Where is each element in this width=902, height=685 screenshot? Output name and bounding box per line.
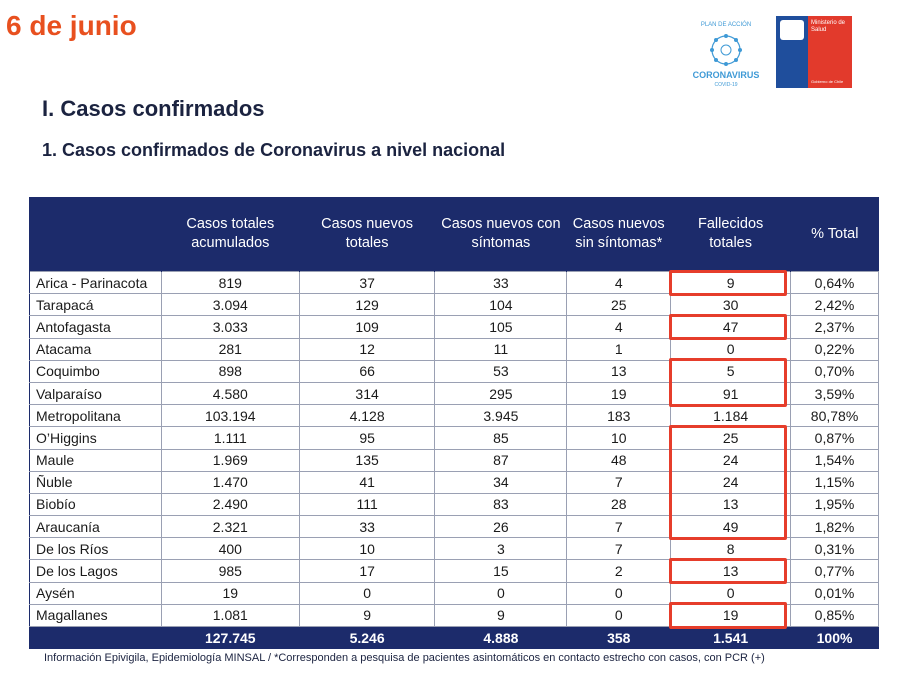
table-cell: 281: [161, 338, 299, 360]
table-cell: 34: [435, 471, 567, 493]
total-cell: 1.541: [671, 627, 791, 649]
table-cell: 0: [671, 582, 791, 604]
table-row: [30, 604, 879, 626]
table-cell: 80,78%: [791, 405, 879, 427]
table-cell: 0,64%: [791, 272, 879, 294]
total-cell: 4.888: [435, 627, 567, 649]
total-cell: 358: [567, 627, 671, 649]
table-cell: 295: [435, 382, 567, 404]
region-name: Metropolitana: [30, 405, 162, 427]
table-cell: 7: [567, 471, 671, 493]
region-name: Valparaíso: [30, 382, 162, 404]
column-header: Casos totales acumulados: [161, 197, 299, 272]
region-name: Maule: [30, 449, 162, 471]
subtitle: 1. Casos confirmados de Coronavirus a nivel nacional: [42, 140, 506, 160]
table-cell: 12: [299, 338, 435, 360]
table-cell: 3.094: [161, 294, 299, 316]
table-cell: 183: [567, 405, 671, 427]
table-cell: 3.033: [161, 316, 299, 338]
table-cell: 0,22%: [791, 338, 879, 360]
column-header: Casos nuevos sin síntomas*: [567, 197, 671, 272]
table-cell: 25: [671, 427, 791, 449]
table-row: [30, 405, 879, 427]
table-cell: 1.111: [161, 427, 299, 449]
table-cell: 19: [161, 582, 299, 604]
table-cell: 105: [435, 316, 567, 338]
table-cell: 4.128: [299, 405, 435, 427]
ministerio-salud-logo: [776, 16, 852, 88]
table-cell: 103.194: [161, 405, 299, 427]
table-cell: 10: [567, 427, 671, 449]
table-cell: 0: [435, 582, 567, 604]
table-total-row: [30, 627, 879, 649]
table-cell: 87: [435, 449, 567, 471]
table-cell: 25: [567, 294, 671, 316]
table-cell: 400: [161, 538, 299, 560]
column-header: Casos nuevos con síntomas: [435, 197, 567, 272]
column-header: Casos nuevos totales: [299, 197, 435, 272]
region-name: De los Lagos: [30, 560, 162, 582]
total-cell: 100%: [791, 627, 879, 649]
logo-plan-word: CORONAVIRUS: [692, 70, 760, 80]
table-cell: 28: [567, 493, 671, 515]
table-cell: 2.490: [161, 493, 299, 515]
column-header: % Total: [791, 197, 879, 272]
table-row: [30, 493, 879, 515]
table-cell: 48: [567, 449, 671, 471]
table-row: [30, 338, 879, 360]
table-cell: 10: [299, 538, 435, 560]
column-header: Fallecidos totales: [671, 197, 791, 272]
total-cell: 127.745: [161, 627, 299, 649]
table-cell: 83: [435, 493, 567, 515]
table-cell: 9: [671, 272, 791, 294]
table-row: [30, 560, 879, 582]
table-row: [30, 449, 879, 471]
table-cell: 49: [671, 516, 791, 538]
table-cell: 13: [671, 560, 791, 582]
table-cell: 33: [299, 516, 435, 538]
table-cell: 24: [671, 471, 791, 493]
table-cell: 37: [299, 272, 435, 294]
table-cell: 91: [671, 382, 791, 404]
table-cell: 1: [567, 338, 671, 360]
table-cell: 111: [299, 493, 435, 515]
table-cell: 13: [671, 493, 791, 515]
table-cell: 0,31%: [791, 538, 879, 560]
region-name: O’Higgins: [30, 427, 162, 449]
table-row: [30, 516, 879, 538]
table-cell: 4.580: [161, 382, 299, 404]
table-cell: 1,54%: [791, 449, 879, 471]
table-cell: 15: [435, 560, 567, 582]
table-row: [30, 294, 879, 316]
region-name: Atacama: [30, 338, 162, 360]
table-row: [30, 427, 879, 449]
table-cell: 3.945: [435, 405, 567, 427]
region-name: Antofagasta: [30, 316, 162, 338]
table-cell: 9: [299, 604, 435, 626]
table-cell: 314: [299, 382, 435, 404]
region-name: Tarapacá: [30, 294, 162, 316]
table-cell: 7: [567, 516, 671, 538]
table-cell: 129: [299, 294, 435, 316]
region-name: Ñuble: [30, 471, 162, 493]
total-cell: 5.246: [299, 627, 435, 649]
region-name: Coquimbo: [30, 360, 162, 382]
table-cell: 33: [435, 272, 567, 294]
table-cell: 2,42%: [791, 294, 879, 316]
table-cell: 30: [671, 294, 791, 316]
table-cell: 1,15%: [791, 471, 879, 493]
table-cell: 26: [435, 516, 567, 538]
table-header-row: [30, 197, 879, 272]
region-name: Araucanía: [30, 516, 162, 538]
table-cell: 95: [299, 427, 435, 449]
plan-coronavirus-logo: [688, 14, 764, 90]
column-header: [30, 197, 162, 272]
region-name: Biobío: [30, 493, 162, 515]
table-row: [30, 316, 879, 338]
table-cell: 135: [299, 449, 435, 471]
table-cell: 0,70%: [791, 360, 879, 382]
cases-table: [29, 197, 879, 649]
table-cell: 66: [299, 360, 435, 382]
region-name: Magallanes: [30, 604, 162, 626]
region-name: Aysén: [30, 582, 162, 604]
table-cell: 109: [299, 316, 435, 338]
table-cell: 5: [671, 360, 791, 382]
table-cell: 898: [161, 360, 299, 382]
table-cell: 2.321: [161, 516, 299, 538]
logo-minsal-sub: Gobierno de Chile: [811, 79, 844, 84]
table-cell: 0: [567, 582, 671, 604]
table-cell: 47: [671, 316, 791, 338]
table-cell: 17: [299, 560, 435, 582]
table-cell: 985: [161, 560, 299, 582]
table-cell: 0,77%: [791, 560, 879, 582]
table-cell: 9: [435, 604, 567, 626]
table-cell: 0: [567, 604, 671, 626]
table-cell: 1.470: [161, 471, 299, 493]
section-title: I. Casos confirmados: [42, 96, 265, 121]
chile-crest-icon: [780, 20, 804, 40]
table-cell: 53: [435, 360, 567, 382]
table-cell: 4: [567, 316, 671, 338]
logo-minsal-title: Ministerio de Salud: [811, 20, 846, 33]
table-cell: 3: [435, 538, 567, 560]
table-cell: 0,87%: [791, 427, 879, 449]
logo-plan-sub: COVID-19: [714, 82, 738, 88]
table-cell: 2: [567, 560, 671, 582]
table-cell: 19: [567, 382, 671, 404]
table-cell: 85: [435, 427, 567, 449]
region-name: De los Ríos: [30, 538, 162, 560]
table-cell: 0: [671, 338, 791, 360]
table-cell: 0,85%: [791, 604, 879, 626]
table-cell: 1,82%: [791, 516, 879, 538]
table-cell: 8: [671, 538, 791, 560]
table-cell: 1.081: [161, 604, 299, 626]
table-row: [30, 272, 879, 294]
table-row: [30, 538, 879, 560]
table-cell: 1.969: [161, 449, 299, 471]
table-cell: 819: [161, 272, 299, 294]
table-cell: 1.184: [671, 405, 791, 427]
table-cell: 0: [299, 582, 435, 604]
table-cell: 2,37%: [791, 316, 879, 338]
table-row: [30, 471, 879, 493]
table-row: [30, 382, 879, 404]
date-title: 6 de junio: [6, 10, 137, 41]
table-row: [30, 360, 879, 382]
region-name: Arica - Parinacota: [30, 272, 162, 294]
table-cell: 3,59%: [791, 382, 879, 404]
table-cell: 19: [671, 604, 791, 626]
table-cell: 24: [671, 449, 791, 471]
table-cell: 13: [567, 360, 671, 382]
table-cell: 1,95%: [791, 493, 879, 515]
table-cell: 0,01%: [791, 582, 879, 604]
table-cell: 11: [435, 338, 567, 360]
table-row: [30, 582, 879, 604]
table-cell: 104: [435, 294, 567, 316]
total-cell: [30, 627, 162, 649]
logo-plan-text: PLAN DE ACCIÓN: [700, 22, 752, 28]
table-cell: 41: [299, 471, 435, 493]
table-cell: 4: [567, 272, 671, 294]
table-cell: 7: [567, 538, 671, 560]
footnote: Información Epivigila, Epidemiología MINSAL / *Corresponden a pesquisa de pacientes asintomáticos en contacto estrecho con casos, con PCR (+): [44, 652, 765, 664]
